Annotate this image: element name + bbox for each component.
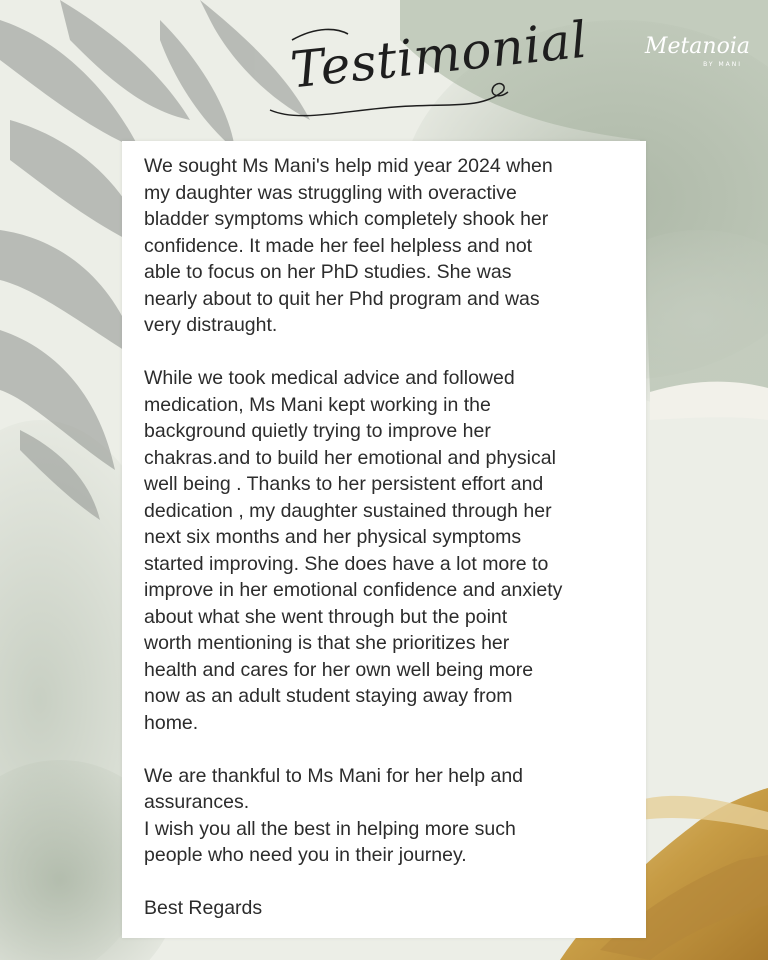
logo-subtitle: BY MANI [703,61,742,68]
brand-logo [630,34,750,90]
testimonial-paragraph-2: While we took medical advice and followed medication, Ms Mani kept working in the background quietly trying to improve her chakras.and to build her emotional and physical well being . Thanks to her persistent effort and dedication , my daughter sustained through her next six months and her physical symptoms started improving. She does have a lot more to improve in her emotional confidence and anxiety about what she went through but the point worth mentioning is that she prioritizes her health and cares for her own well being more now as an adult student staying away from home. [144,367,563,734]
testimonial-card [122,141,646,938]
testimonial-heading [262,10,591,132]
testimonial-paragraph-1: We sought Ms Mani's help mid year 2024 when my daughter was struggling with overactive bladder symptoms which completely shook her confidence. It made her feel helpless and not able to focus on her PhD studies. She was nearly about to quit her Phd program and was very distraught. [144,155,553,336]
page-title: Testimonial [287,10,591,100]
testimonial-signoff: Best Regards [144,897,263,919]
testimonial-paragraph-3: We are thankful to Ms Mani for her help and assurances. I wish you all the best in helping more such people who need you in their journey. [144,764,524,866]
logo-wordmark: Metanoia [644,34,750,59]
